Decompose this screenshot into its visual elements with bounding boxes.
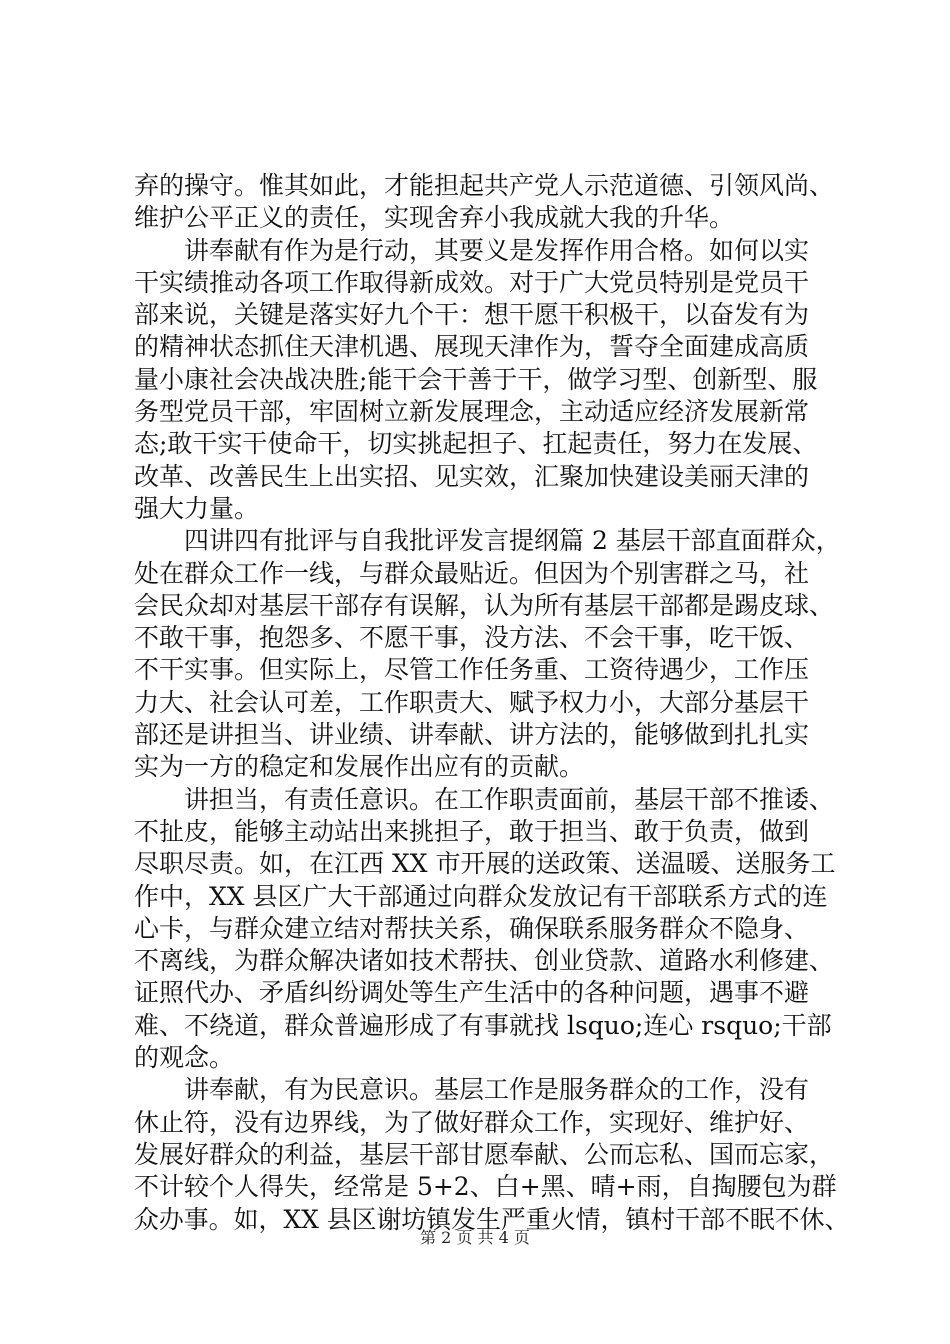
text-line: 证照代办、矛盾纠纷调处等生产生活中的各种问题，遇事不避	[134, 978, 810, 1008]
text-line: 维护公平正义的责任，实现舍弃小我成就大我的升华。	[134, 203, 735, 233]
text-line: 不离线，为群众解决诸如技术帮扶、创业贷款、道路水利修建、	[134, 946, 835, 976]
text-line: 作中，XX 县区广大干部通过向群众发放记有干部联系方式的连	[134, 881, 828, 911]
text-line: 改革、改善民生上出实招、见实效，汇聚加快建设美丽天津的	[134, 461, 810, 491]
text-line: 不扯皮，能够主动站出来挑担子，敢于担当、敢于负责，做到	[134, 816, 810, 846]
text-line: 众办事。如，XX 县区谢坊镇发生严重火情，镇村干部不眠不休、	[134, 1204, 850, 1234]
text-line: 不干实事。但实际上，尽管工作任务重、工资待遇少，工作压	[134, 655, 810, 685]
text-line: 发展好群众的利益，基层干部甘愿奉献、公而忘私、国而忘家，	[134, 1139, 835, 1169]
text-line: 务型党员干部，牢固树立新发展理念，主动适应经济发展新常	[134, 397, 810, 427]
text-line: 弃的操守。惟其如此，才能担起共产党人示范道德、引领风尚、	[134, 171, 835, 200]
document-body	[134, 170, 850, 1236]
text-line: 部来说，关键是落实好九个干：想干愿干积极干，以奋发有为	[134, 300, 810, 330]
paragraph-first-line: 四讲四有批评与自我批评发言提纲篇 2 基层干部直面群众，	[184, 526, 841, 556]
paragraph-first-line: 讲奉献有作为是行动，其要义是发挥作用合格。如何以实	[184, 235, 810, 265]
paragraph-first-line: 讲奉献，有为民意识。基层工作是服务群众的工作，没有	[184, 1075, 810, 1105]
text-line: 态;敢干实干使命干，切实挑起担子、扛起责任，努力在发展、	[134, 429, 818, 459]
text-line: 实为一方的稳定和发展作出应有的贡献。	[134, 752, 585, 782]
text-line: 部还是讲担当、讲业绩、讲奉献、讲方法的，能够做到扎扎实	[134, 720, 810, 750]
text-line: 的精神状态抓住天津机遇、展现天津作为，誓夺全面建成高质	[134, 332, 810, 362]
text-line: 休止符，没有边界线，为了做好群众工作，实现好、维护好、	[134, 1107, 810, 1137]
paragraph-first-line: 讲担当，有责任意识。在工作职责面前，基层干部不推诿、	[184, 784, 835, 814]
text-line: 力大、社会认可差，工作职责大、赋予权力小，大部分基层干	[134, 687, 810, 717]
text-line: 不计较个人得失，经常是 5+2、白+黑、晴+雨，自掏腰包为群	[134, 1172, 837, 1202]
text-line: 尽职尽责。如，在江西 XX 市开展的送政策、送温暖、送服务工	[134, 849, 836, 879]
text-line: 不敢干事，抱怨多、不愿干事，没方法、不会干事，吃干饭、	[134, 623, 810, 653]
text-line: 量小康社会决战决胜;能干会干善于干，做学习型、创新型、服	[134, 364, 818, 394]
text-line: 会民众却对基层干部存有误解，认为所有基层干部都是踢皮球、	[134, 590, 835, 620]
text-line: 的观念。	[134, 1043, 235, 1073]
text-line: 干实绩推动各项工作取得新成效。对于广大党员特别是党员干	[134, 267, 810, 297]
text-line: 难、不绕道，群众普遍形成了有事就找 lsquo;连心 rsquo;干部	[134, 1010, 832, 1040]
text-line: 心卡，与群众建立结对帮扶关系，确保联系服务群众不隐身、	[134, 913, 810, 943]
text-line: 强大力量。	[134, 493, 260, 523]
page-footer: 第 2 页 共 4 页	[420, 1228, 530, 1247]
text-line: 处在群众工作一线，与群众最贴近。但因为个别害群之马，社	[134, 558, 810, 588]
